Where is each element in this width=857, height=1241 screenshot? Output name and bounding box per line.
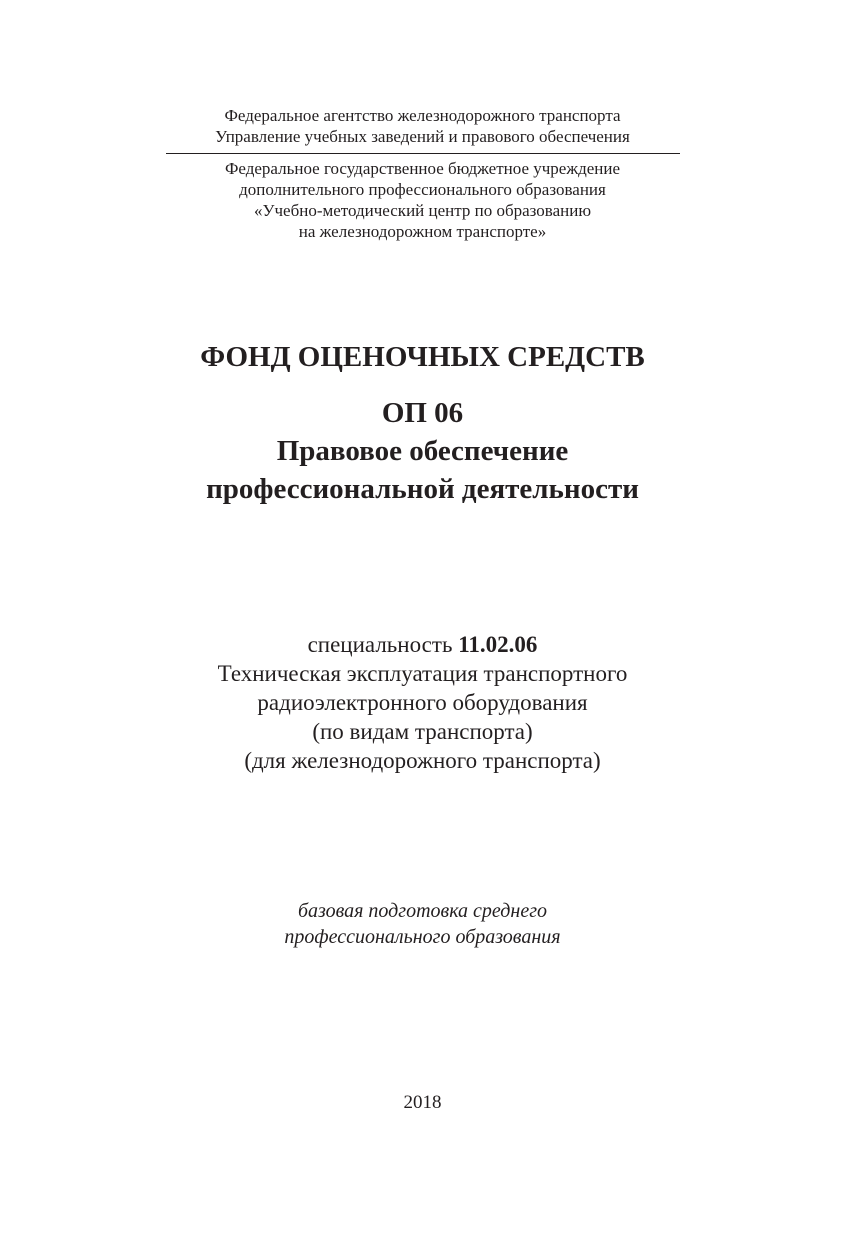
publication-year: 2018: [403, 1092, 442, 1113]
specialty-name-line: (по видам транспорта): [312, 719, 533, 744]
discipline-code: ОП 06: [381, 397, 464, 429]
document-title: ФОНД ОЦЕНОЧНЫХ СРЕДСТВ: [200, 341, 645, 373]
institution-line: на железнодорожном транспорте»: [298, 222, 547, 241]
agency-name: Федеральное агентство железнодорожного транспорта: [224, 106, 621, 125]
specialty-name-line: (для железнодорожного транспорта): [244, 748, 601, 773]
education-level-line: базовая подготовка среднего: [297, 900, 548, 922]
institution-header: [0, 158, 845, 242]
agency-header: [0, 105, 845, 147]
institution-line: «Учебно-методический центр по образованию: [253, 201, 592, 220]
specialty-heading: [0, 630, 845, 659]
specialty-code: 11.02.06: [458, 632, 538, 657]
specialty-block: [0, 630, 845, 775]
institution-line: дополнительного профессионального образования: [239, 180, 606, 199]
header-divider: [166, 153, 680, 154]
discipline-name-line: Правовое обеспечение: [276, 435, 569, 467]
discipline-title: [0, 394, 845, 508]
education-level-line: профессионального образования: [284, 926, 561, 948]
education-level: [0, 898, 845, 950]
specialty-label: специальность: [307, 632, 459, 657]
specialty-name-line: радиоэлектронного оборудования: [257, 690, 588, 715]
discipline-name-line: профессиональной деятельности: [206, 473, 639, 505]
specialty-name-line: Техническая эксплуатация транспортного: [217, 661, 628, 686]
institution-line: Федеральное государственное бюджетное учреждение: [224, 159, 621, 178]
department-name: Управление учебных заведений и правового обеспечения: [215, 127, 630, 146]
